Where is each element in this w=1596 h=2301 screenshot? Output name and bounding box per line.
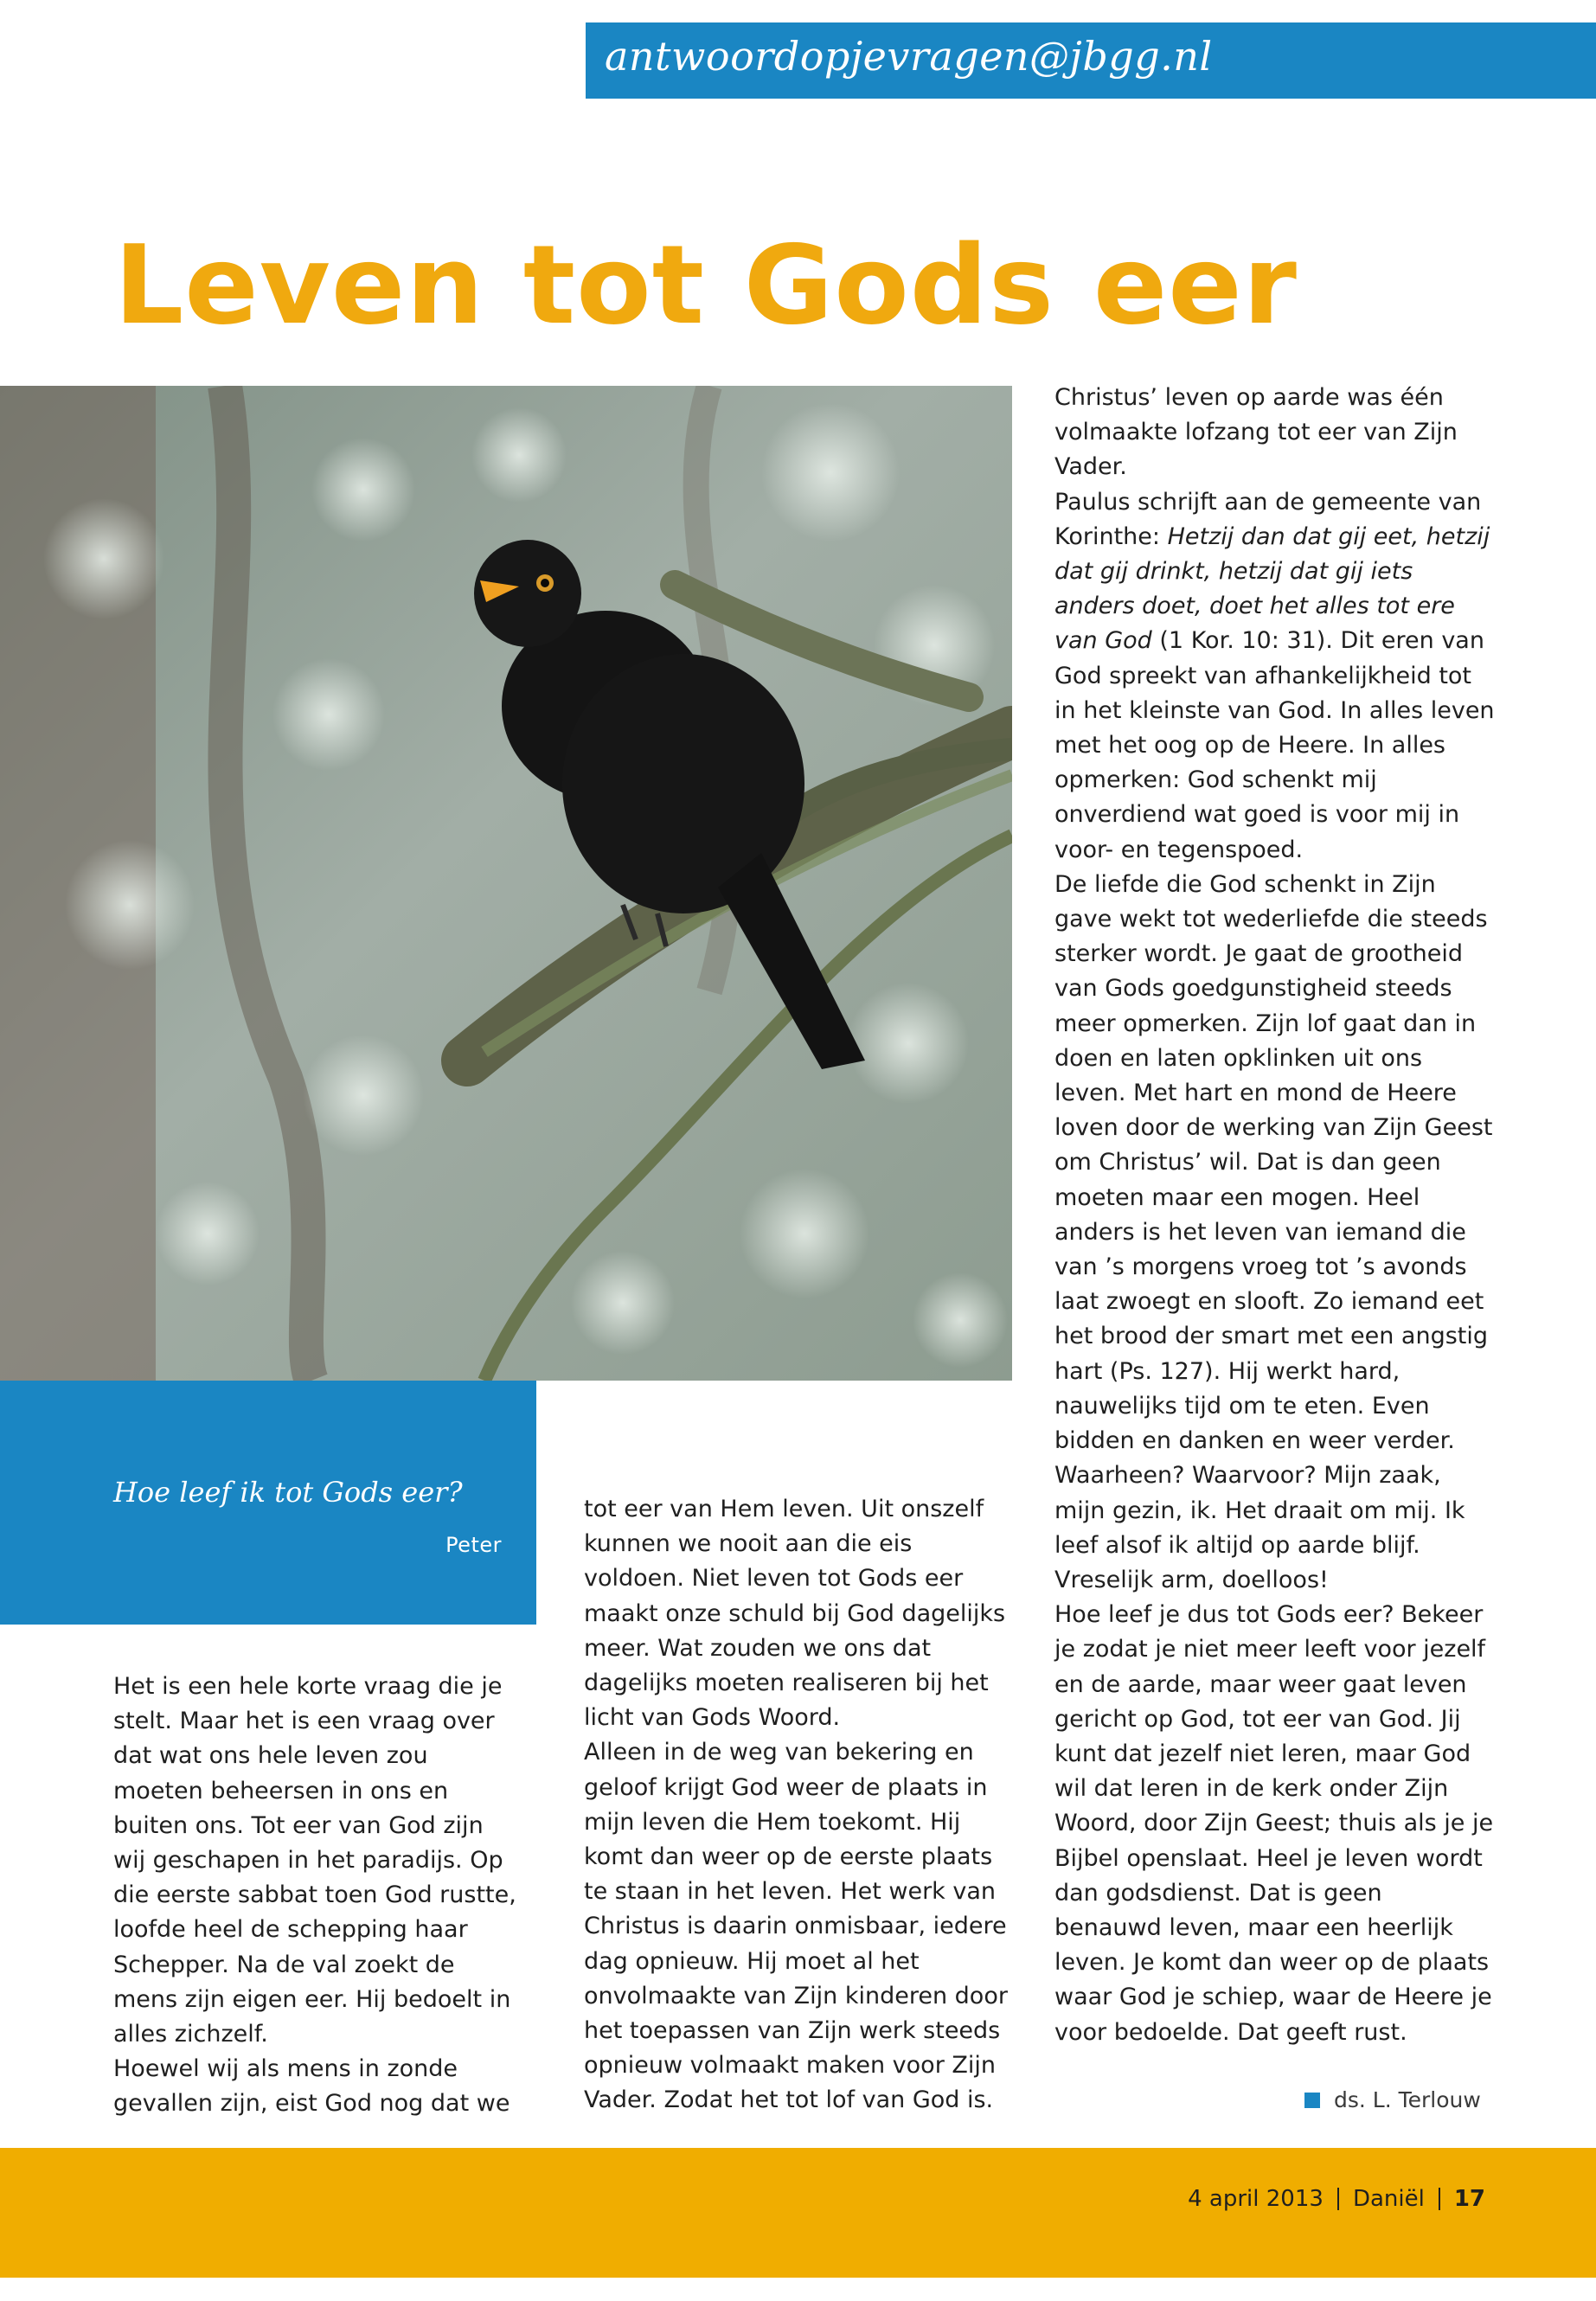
- text-column-1: [113, 1670, 520, 2122]
- divider: [1439, 2188, 1440, 2210]
- bible-quote: Hetzij dan dat gij eet, hetzij dat gij drinkt, hetzij dat gij iets anders doet, doet het alles tot ere van God: [1054, 522, 1490, 655]
- author-name: ds. L. Terlouw: [1334, 2087, 1481, 2112]
- paragraph-start: Paulus schrijft aan de gemeente van Korinthe:: [1054, 488, 1482, 550]
- question-text: Hoe leef ik tot Gods eer?: [113, 1476, 463, 1509]
- issue-date: 4 april 2013: [1188, 2186, 1324, 2212]
- paragraph: De liefde die God schenkt in Zijn gave wekt tot wederliefde die steeds sterker wordt. Je gaat de grootheid van Gods goedgunstigheid steeds meer opmerken. Zijn lof gaat dan in doen en laten opklinken uit ons leven. Met hart en mond de Heere loven door de werking van Zijn Geest om Christus’ wil. Dat is dan geen moeten maar een mogen. Heel anders is het leven van iemand die van ’s morgens vroeg tot ’s avonds laat zwoegt en slooft. Zo iemand eet het brood der smart met een angstig hart (Ps. 127). Hij werkt hard, nauwelijks tijd om te eten. Even bidden en danken en weer verder. Waarheen? Waarvoor? Mijn zaak, mijn gezin, ik. Het draait om mij. Ik leef alsof ik altijd op aarde blijf. Vreselijk arm, doelloos!: [1054, 870, 1493, 1593]
- email-banner: [586, 22, 1596, 99]
- divider: [1337, 2188, 1339, 2210]
- paragraph: Hoe leef je dus tot Gods eer? Bekeer je zodat je niet meer leeft voor jezelf en de aarde, maar weer gaat leven gericht op God, tot eer van God. Jij kunt dat jezelf niet leren, maar God wil dat leren in de kerk onder Zijn Woord, door Zijn Geest; thuis als je je Bijbel openslaat. Heel je leven wordt dan godsdienst. Dat is geen benauwd leven, maar een heerlijk leven. Je komt dan weer op de plaats waar God je schiep, waar de Heere je voor bedoelde. Dat geeft rust.: [1054, 1601, 1494, 2046]
- blackbird-photo: [0, 386, 1012, 1381]
- page-footer: [0, 2148, 1596, 2278]
- author-signature: [1304, 2087, 1481, 2112]
- footer-info: [1188, 2186, 1485, 2212]
- email-address-link[interactable]: antwoordopjevragen@jbgg.nl: [605, 33, 1213, 80]
- text-column-2: [584, 1492, 1016, 2118]
- paragraph: Christus’ leven op aarde was één volmaakte lofzang tot eer van Zijn Vader.: [1054, 384, 1458, 481]
- page-number: 17: [1453, 2186, 1485, 2212]
- paragraph: tot eer van Hem leven. Uit onszelf kunnen we nooit aan die eis voldoen. Niet leven tot Gods eer maakt onze schuld bij God dagelijks meer. Wat zouden we ons dat dagelijks moeten realiseren bij het licht van Gods Woord.: [584, 1496, 1006, 1732]
- square-bullet-icon: [1304, 2093, 1320, 2108]
- asker-name: Peter: [445, 1533, 502, 1557]
- paragraph: Alleen in de weg van bekering en geloof krijgt God weer de plaats in mijn leven die Hem toekomt. Hij komt dan weer op de eerste plaats te staan in het leven. Het werk van Christus is daarin onmisbaar, iedere dag opnieuw. Hij moet al het onvolmaakte van Zijn kinderen door het toepassen van Zijn werk steeds opnieuw volmaakt maken voor Zijn Vader. Zodat het tot lof van God is.: [584, 1739, 1008, 2114]
- question-box: [0, 1381, 536, 1625]
- article-title: Leven tot Gods eer: [114, 221, 1298, 349]
- paragraph-end: (1 Kor. 10: 31). Dit eren van God spreekt van afhankelijkheid tot in het kleinste van God. In alles leven met het oog op de Heere. In alles opmerken: God schenkt mij onverdiend wat goed is voor mij in voor- en tegenspoed.: [1054, 627, 1495, 863]
- paragraph: Hoewel wij als mens in zonde gevallen zijn, eist God nog dat we: [113, 2055, 510, 2118]
- text-column-3: [1054, 381, 1496, 2050]
- paragraph: Het is een hele korte vraag die je stelt. Maar het is een vraag over dat wat ons hele leven zou moeten beheersen in ons en buiten ons. Tot eer van God zijn wij geschapen in het paradijs. Op die eerste sabbat toen God rustte, loofde heel de schepping haar Schepper. Na de val zoekt de mens zijn eigen eer. Hij bedoelt in alles zichzelf.: [113, 1673, 516, 2048]
- magazine-name: Daniël: [1352, 2186, 1425, 2212]
- paragraph: [1054, 485, 1496, 868]
